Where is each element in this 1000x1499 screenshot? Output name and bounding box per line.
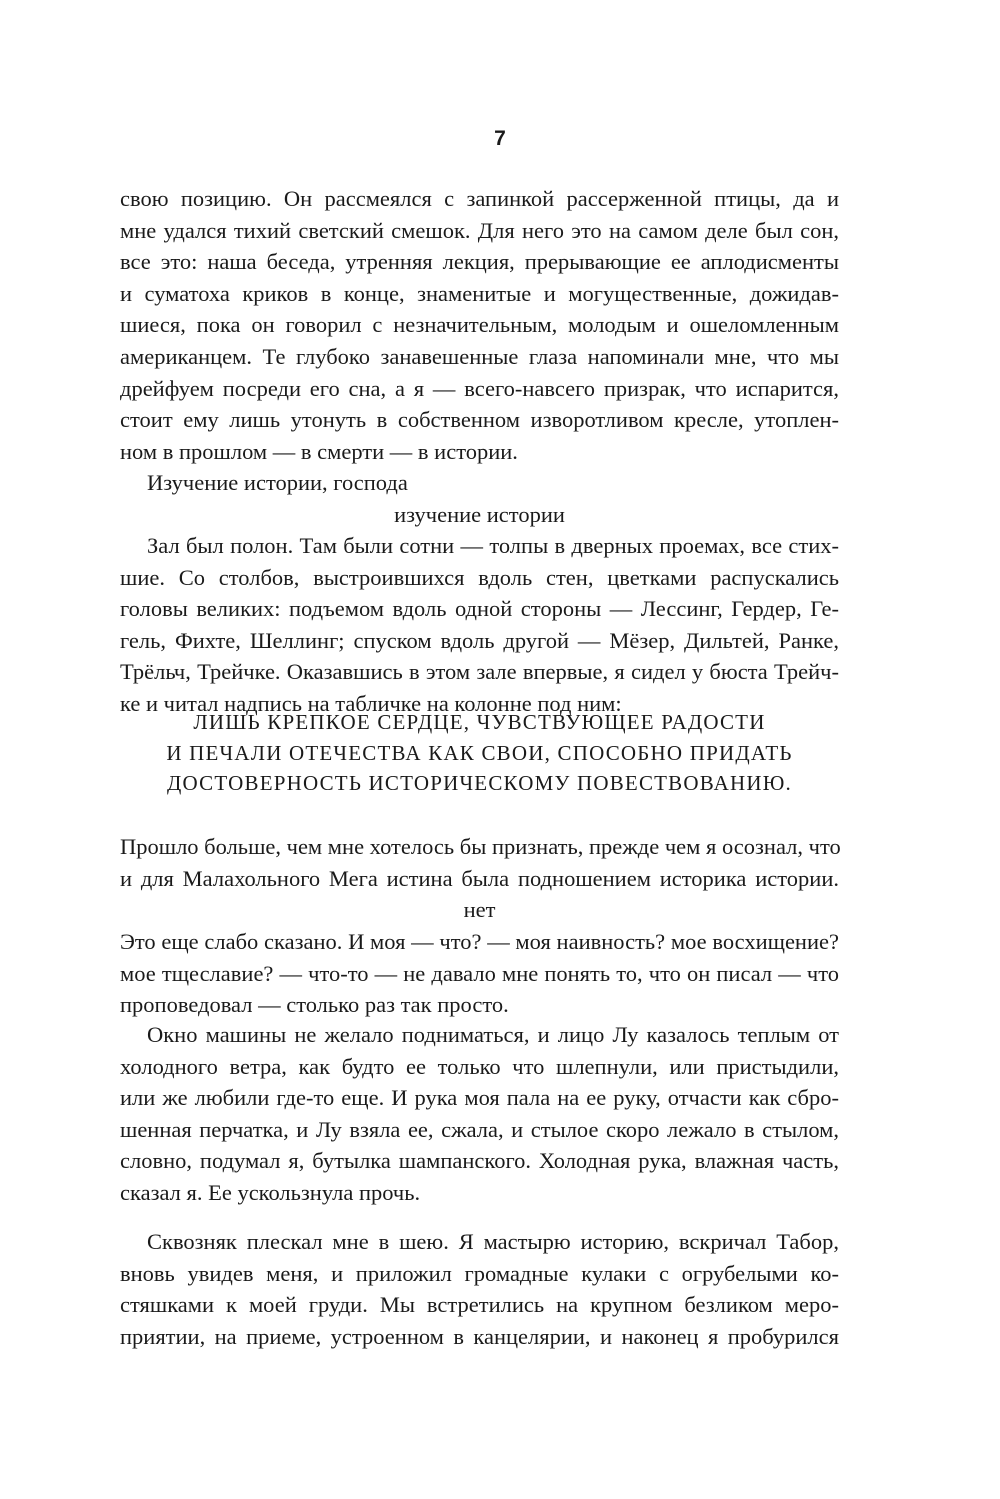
paragraph-1 [120, 183, 839, 531]
text-line: гель, Фихте, Шеллинг; спуском вдоль другой — Мёзер, Дильтей, Ранке, [120, 627, 839, 653]
text-line: стяшками к моей груди. Мы встретились на крупном безликом меро- [120, 1292, 839, 1318]
text-line: сказал я. Ее ускользнула прочь. [120, 1179, 421, 1205]
text-line: вновь увидев меня, и приложил громадные кулаки с огрубелыми ко- [120, 1260, 839, 1286]
single-word-block [120, 894, 839, 926]
history-study-lower-line: изучение истории [394, 501, 565, 527]
epigraph-line: И ПЕЧАЛИ ОТЕЧЕСТВА КАК СВОИ, СПОСОБНО ПРИДАТЬ [166, 740, 793, 765]
text-line: проповедовал — столько раз так просто. [120, 992, 509, 1018]
text-line: головы великих: подъемом вдоль одной стороны — Лессинг, Гердер, Ге- [120, 596, 839, 622]
text-line: Зал был полон. Там были сотни — толпы в дверных проемах, все стих- [147, 533, 839, 558]
epigraph-line: ЛИШЬ КРЕПКОЕ СЕРДЦЕ, ЧУВСТВУЮЩЕЕ РАДОСТИ [193, 710, 766, 734]
text-line: Окно машины не желало подниматься, и лицо Лу казалось теплым от [147, 1022, 839, 1047]
text-line: Прошло больше, чем мне хотелось бы признать, прежде чем я осознал, что [120, 834, 841, 859]
paragraph-6 [120, 1226, 839, 1352]
text-line: шие. Со столбов, выстроившихся вдоль стен, цветками распускались [120, 564, 839, 590]
text-line: словно, подумал я, бутылка шампанского. Холодная рука, влажная часть, [120, 1148, 839, 1174]
text-line: приятии, на приеме, устроенном в канцелярии, и наконец я пробурился [120, 1323, 839, 1349]
paragraph-2 [120, 530, 839, 720]
epigraph-line: ДОСТОВЕРНОСТЬ ИСТОРИЧЕСКОМУ ПОВЕСТВОВАНИЮ. [167, 771, 792, 795]
epigraph [120, 707, 839, 799]
page-number: 7 [494, 127, 506, 150]
word-no: нет [463, 897, 496, 922]
paragraph-3 [120, 831, 839, 894]
text-line: и для Малахольного Мега истина была подношением историка истории. [120, 865, 839, 891]
text-line: стоит ему лишь утонуть в собственном изворотливом кресле, утоплен- [120, 407, 839, 433]
text-line: свою позицию. Он рассмеялся с запинкой рассерженной птицы, да и [120, 186, 839, 211]
text-line: американцем. Те глубоко занавешенные глаза напоминали мне, что мы [120, 343, 839, 369]
text-line: шиеся, пока он говорил с незначительным, молодым и ошеломленным [120, 312, 839, 338]
text-line: мое тщеславие? — что-то — не давало мне понять то, что он писал — что [120, 960, 839, 986]
text-line: ном в прошлом — в смерти — в истории. [120, 438, 518, 464]
text-line: или же любили где-то еще. И рука моя пала на ее руку, отчасти как сбро- [120, 1085, 839, 1111]
text-line: Трёльч, Трейчке. Оказавшись в этом зале впервые, я сидел у бюста Трейч- [120, 659, 839, 685]
text-line: мне удался тихий светский смешок. Для него это на самом деле был сон, [120, 217, 839, 243]
text-line: ке и читал надпись на табличке на колонне под ним: [120, 690, 622, 716]
text-line: шенная перчатка, и Лу взяла ее, сжала, и стылое скоро лежало в стылом, [120, 1116, 839, 1142]
text-line: дрейфуем посреди его сна, а я — всего-навсего призрак, что испарится, [120, 375, 839, 401]
text-line: Это еще слабо сказано. И моя — что? — моя наивность? мое восхищение? [120, 929, 839, 954]
paragraph-4 [120, 926, 839, 1021]
text-line: все это: наша беседа, утренняя лекция, прерывающие ее аплодисменты [120, 249, 839, 275]
text-line: Сквозняк плескал мне в шею. Я мастырю историю, вскричал Табор, [147, 1229, 839, 1254]
history-study-line: Изучение истории, господа [147, 470, 408, 496]
text-line: и суматоха криков в конце, знаменитые и могущественные, дожидав- [120, 280, 839, 306]
paragraph-5 [120, 1019, 839, 1209]
text-line: холодного ветра, как будто ее только что шлепнули, или пристыдили, [120, 1053, 839, 1079]
